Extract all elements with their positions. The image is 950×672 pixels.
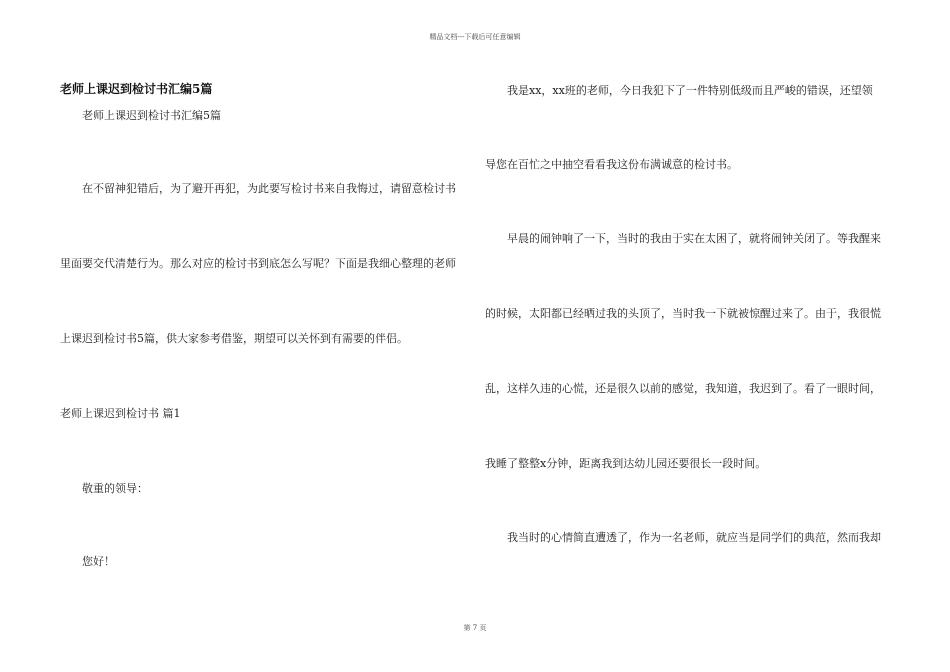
body-line-5: 乱，这样久违的心慌，还是很久以前的感觉，我知道，我迟到了。看了一眼时间， — [485, 382, 881, 395]
intro-line-2: 里面要交代清楚行为。那么对应的检讨书到底怎么写呢？下面是我细心整理的老师 — [60, 257, 456, 270]
page-header: 精品文档---下载后可任意编辑 — [429, 33, 521, 41]
section-heading: 老师上课迟到检讨书 篇1 — [60, 407, 181, 420]
document-subtitle: 老师上课迟到检讨书汇编5篇 — [82, 109, 221, 122]
body-line-4: 的时候，太阳都已经晒过我的头顶了，当时我一下就被惊醒过来了。由于，我很慌 — [485, 307, 881, 320]
document-title: 老师上课迟到检讨书汇编5篇 — [60, 82, 213, 96]
body-line-7: 我当时的心情简直遭透了，作为一名老师，就应当是同学们的典范，然而我却 — [507, 531, 881, 544]
body-line-2: 导您在百忙之中抽空看看我这份布满诚意的检讨书。 — [485, 158, 738, 171]
salutation: 敬重的领导： — [82, 482, 148, 495]
body-line-3: 早晨的闹钟响了一下，当时的我由于实在太困了，就将闹钟关闭了。等我醒来 — [507, 232, 881, 245]
body-line-6: 我睡了整整x分钟，距离我到达幼儿园还要很长一段时间。 — [485, 457, 767, 470]
intro-line-1: 在不留神犯错后，为了避开再犯，为此要写检讨书来自我悔过，请留意检讨书 — [82, 182, 456, 195]
page-number: 第 7 页 — [463, 624, 487, 632]
body-line-1: 我是xx，xx班的老师，今日我犯下了一件特别低级而且严峻的错误，还望领 — [507, 84, 873, 97]
greeting: 您好！ — [82, 555, 115, 568]
intro-line-3: 上课迟到检讨书5篇，供大家参考借鉴，期望可以关怀到有需要的伴侣。 — [60, 332, 408, 345]
